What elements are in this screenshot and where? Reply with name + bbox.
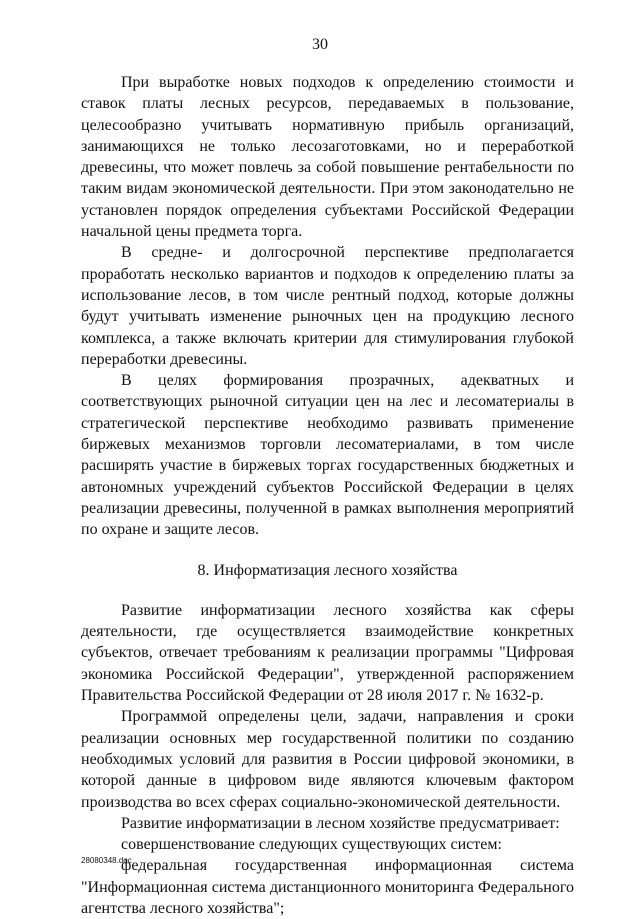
paragraph-long-term-outlook: В средне- и долгосрочной перспективе предполагается проработать несколько вариантов и подходов к определению платы за использование лесов, в том числе рентный подход, которые должны будут учитывать изменение рыночных цен на продукцию лесного комплекса, а также включать критерии для стимулирования глубокой переработки древесины.	[81, 244, 574, 368]
page-number: 30	[312, 36, 328, 53]
paragraph-digital-economy: Развитие информатизации лесного хозяйства как сферы деятельности, где осуществляется взаимодействие конкретных субъектов, отвечает требованиям к реализации программы "Цифровая экономика Российской Федерации", утвержденной распоряжением Правительства Российской Федерации от 28 июля 2017 г. № 1632-р.	[81, 601, 574, 705]
paragraph-pricing-approaches: При выработке новых подходов к определению стоимости и ставок платы лесных ресурсов, передаваемых в пользование, целесообразно учитывать нормативную прибыль организаций, занимающихся не только лесозаготовками, но и переработкой древесины, что может повлечь за собой повышение рентабельности по таким видам экономической деятельности. При этом законодательно не установлен порядок определения субъектами Российской Федерации начальной цены предмета торга.	[81, 74, 574, 241]
paragraph-provisions: Развитие информатизации в лесном хозяйстве предусматривает:	[121, 814, 560, 832]
paragraph-federal-system: федеральная государственная информационная система "Информационная система дистанционного мониторинга Федерального агентства лесного хозяйства";	[81, 857, 574, 917]
paragraph-systems-intro: совершенствование следующих существующих систем:	[121, 836, 502, 854]
footer-file-code: 28080348.doc	[81, 856, 132, 865]
document-body	[81, 72, 574, 919]
section-heading: 8. Информатизация лесного хозяйства	[197, 561, 458, 579]
paragraph-exchange-trading: В целях формирования прозрачных, адекватных и соответствующих рыночной ситуации цен на лес и лесоматериалы в стратегической перспективе необходимо развивать применение биржевых механизмов торговли лесоматериалами, в том числе расширять участие в биржевых торгах государственных бюджетных и автономных учреждений субъектов Российской Федерации в целях реализации древесины, полученной в рамках выполнения мероприятий по охране и защите лесов.	[81, 372, 574, 539]
paragraph-program-goals: Программой определены цели, задачи, направления и сроки реализации основных мер государственной политики по созданию необходимых условий для развития в России цифровой экономики, в которой данные в цифровом виде являются ключевым фактором производства во всех сферах социально-экономической деятельности.	[81, 708, 574, 811]
